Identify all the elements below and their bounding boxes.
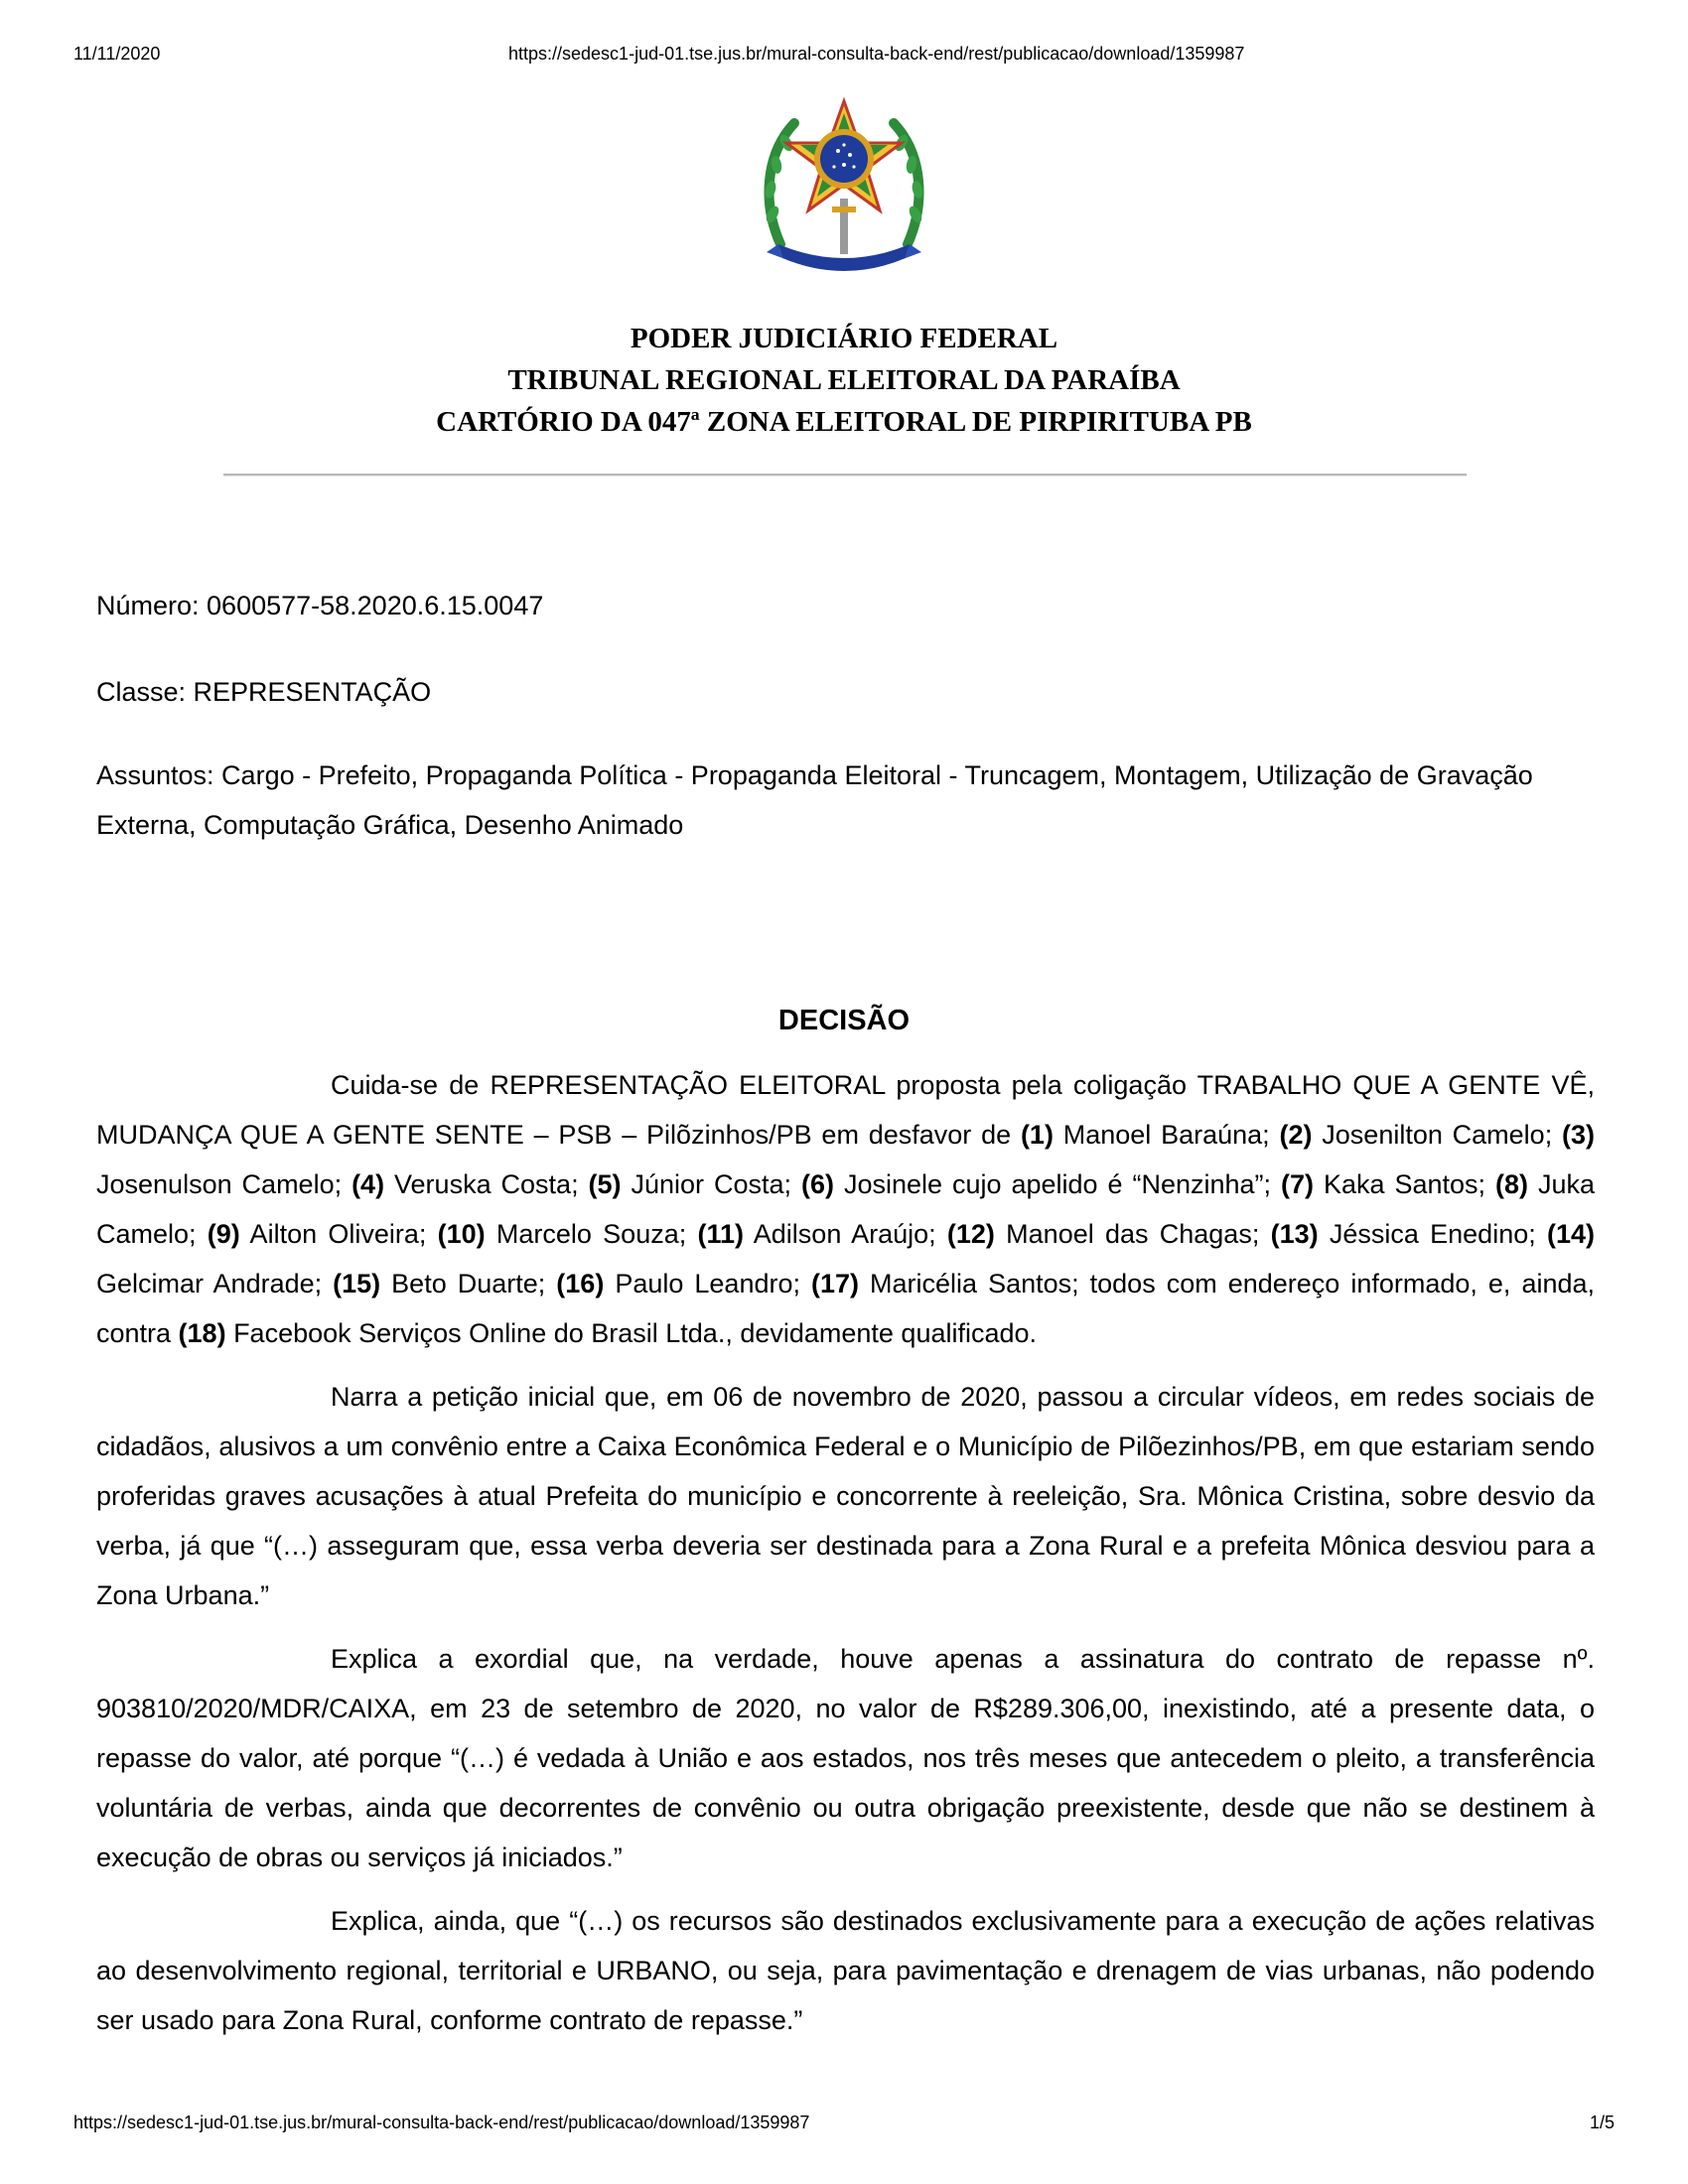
paragraph-1	[96, 1060, 1595, 1358]
letterhead-line-3: CARTÓRIO DA 047ª ZONA ELEITORAL DE PIRPIRITUBA PB	[436, 406, 1252, 438]
party-number: (11)	[697, 1219, 745, 1249]
party-name: Josenulson Camelo;	[96, 1169, 352, 1199]
party-name: Manoel das Chagas;	[994, 1219, 1271, 1249]
party-name: Maricélia Santos; todos com endereço informado, e, ainda, contra	[96, 1269, 1596, 1348]
party-name: Júnior Costa;	[621, 1169, 801, 1199]
party-number: (1)	[1020, 1120, 1054, 1150]
case-subjects: Assuntos: Cargo - Prefeito, Propaganda Política - Propaganda Eleitoral - Truncagem, Montagem, Utilização de Gravação Externa, Computação Gráfica, Desenho Animado	[96, 760, 1533, 840]
party-number: (14)	[1546, 1219, 1595, 1249]
party-name: Jéssica Enedino;	[1318, 1219, 1547, 1249]
print-header	[73, 44, 1615, 73]
party-number: (9)	[207, 1219, 240, 1249]
party-name: Marcelo Souza;	[485, 1219, 698, 1249]
page-number: 1/5	[1589, 2113, 1615, 2132]
party-number: (17)	[811, 1269, 860, 1298]
party-number: (15)	[333, 1269, 381, 1298]
print-date: 11/11/2020	[73, 44, 161, 64]
party-name: Juka Camelo;	[96, 1169, 1595, 1249]
case-number: Número: 0600577-58.2020.6.15.0047	[96, 591, 544, 620]
paragraph-3: Explica a exordial que, na verdade, houve apenas a assinatura do contrato de repasse nº. 903810/2020/MDR/CAIXA, em 23 de setembro de 2020, no valor de R$289.306,00, inexistindo, até a presente data, o repasse do valor, até porque “(…) é vedada à União e aos estados, nos três meses que antecedem o pleito, a transferência voluntária de verbas, ainda que decorrentes de convênio ou outra obrigação preexistente, desde que não se destinem à execução de obras ou serviços já iniciados.”	[96, 1644, 1595, 1872]
brazil-coat-of-arms-icon	[759, 95, 929, 272]
party-name: Facebook Serviços Online do Brasil Ltda., devidamente qualificado.	[225, 1318, 1038, 1348]
party-name: Josenilton Camelo;	[1312, 1120, 1563, 1150]
party-number: (3)	[1562, 1120, 1596, 1150]
paragraph-2: Narra a petição inicial que, em 06 de novembro de 2020, passou a circular vídeos, em redes sociais de cidadãos, alusivos a um convênio entre a Caixa Econômica Federal e o Município de Pilõezinhos/PB, em que estariam sendo proferidas graves acusações à atual Prefeita do município e concorrente à reeleição, Sra. Mônica Cristina, sobre desvio da verba, já que “(…) asseguram que, essa verba deveria ser destinada para a Zona Rural e a prefeita Mônica desviou para a Zona Urbana.”	[96, 1382, 1595, 1610]
party-number: (10)	[437, 1219, 486, 1249]
document-body	[96, 1060, 1595, 2059]
party-number: (4)	[352, 1169, 385, 1199]
party-number: (6)	[801, 1169, 834, 1199]
party-name: Kaka Santos;	[1314, 1169, 1495, 1199]
party-name: Ailton Oliveira;	[239, 1219, 438, 1249]
party-number: (18)	[178, 1318, 226, 1348]
party-number: (8)	[1495, 1169, 1528, 1199]
letterhead-line-1: PODER JUDICIÁRIO FEDERAL	[630, 323, 1058, 354]
letterhead-line-2: TRIBUNAL REGIONAL ELEITORAL DA PARAÍBA	[507, 364, 1181, 396]
print-url: https://sedesc1-jud-01.tse.jus.br/mural-consulta-back-end/rest/publicacao/download/1359987	[508, 44, 1245, 64]
party-number: (16)	[556, 1269, 605, 1298]
print-footer	[73, 2113, 1615, 2142]
letterhead	[0, 318, 1688, 443]
party-number: (2)	[1279, 1120, 1313, 1150]
party-name: Veruska Costa;	[384, 1169, 589, 1199]
case-class: Classe: REPRESENTAÇÃO	[96, 677, 432, 707]
party-number: (5)	[588, 1169, 622, 1199]
paragraph-1-intro: Cuida-se de REPRESENTAÇÃO ELEITORAL proposta pela coligação TRABALHO QUE A GENTE VÊ, MUDANÇA QUE A GENTE SENTE – PSB – Pilõzinhos/PB em desfavor de	[96, 1070, 1595, 1150]
party-name: Beto Duarte;	[380, 1269, 557, 1298]
party-number: (7)	[1281, 1169, 1315, 1199]
party-name: Paulo Leandro;	[604, 1269, 811, 1298]
party-number: (12)	[946, 1219, 995, 1249]
party-number: (13)	[1270, 1219, 1319, 1249]
party-name: Gelcimar Andrade;	[96, 1269, 334, 1298]
footer-url: https://sedesc1-jud-01.tse.jus.br/mural-consulta-back-end/rest/publicacao/download/1359987	[73, 2113, 810, 2132]
document-title: DECISÃO	[777, 1005, 911, 1036]
paragraph-4: Explica, ainda, que “(…) os recursos são destinados exclusivamente para a execução de ações relativas ao desenvolvimento regional, territorial e URBANO, ou seja, para pavimentação e drenagem de vias urbanas, não podendo ser usado para Zona Rural, conforme contrato de repasse.”	[96, 1906, 1595, 2035]
party-name: Josinele cujo apelido é “Nenzinha”;	[834, 1169, 1282, 1199]
party-name: Adilson Araújo;	[744, 1219, 947, 1249]
party-name: Manoel Baraúna;	[1053, 1120, 1280, 1150]
header-divider	[223, 474, 1467, 477]
